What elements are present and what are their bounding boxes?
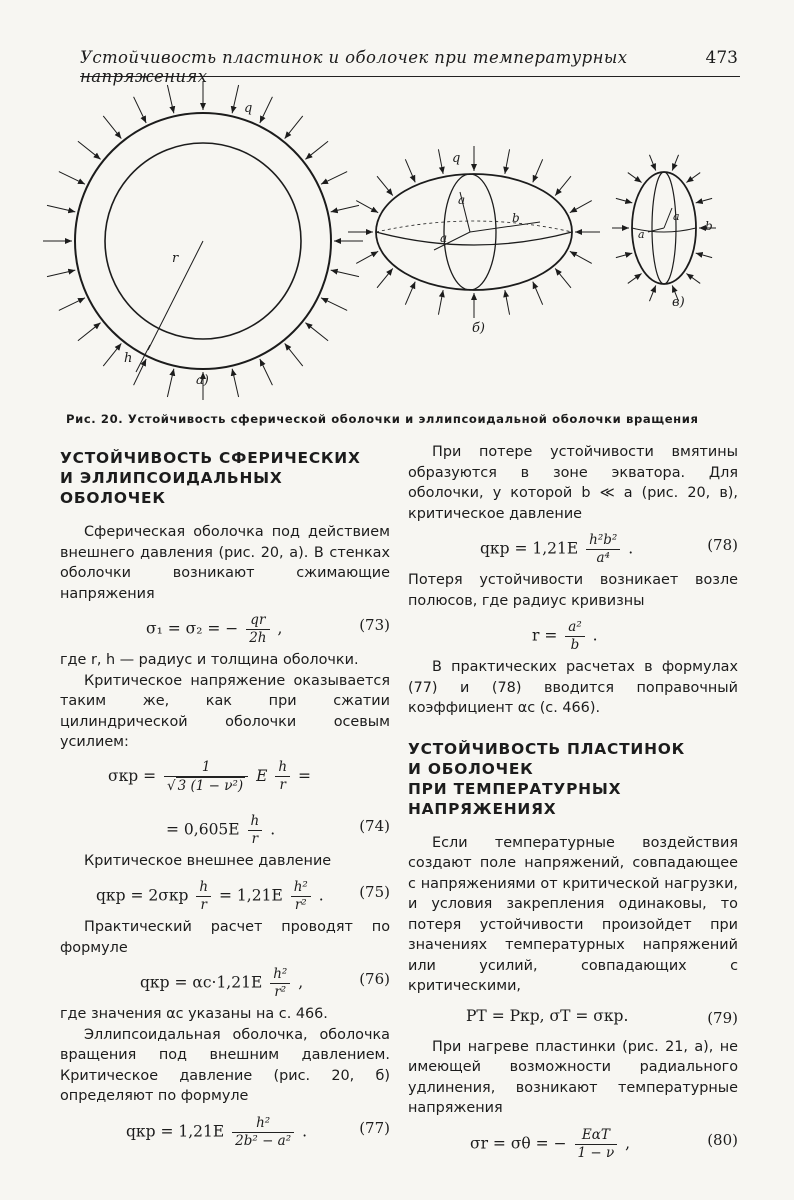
label-q-b: q xyxy=(452,151,461,166)
page-number: 473 xyxy=(705,48,738,68)
paragraph: Если температурные воздействия создают поле напряжений, совпадающее с напряжениями от критической нагрузки, и условия закрепления одинаковы, то потеря устойчивости произойдет при значениях температурных напряжений или усилий, совпадающих с критическими, xyxy=(408,834,738,994)
pressure-arrow xyxy=(47,270,75,276)
formula-74b: = 0,605E $\frac{h}{r}$ . (74) xyxy=(166,812,390,847)
label-h: h xyxy=(124,351,133,366)
paragraph: При нагреве пластинки (рис. 21, а), не имеющей возможности радиального удлинения, возникают температурные напряжения xyxy=(408,1038,738,1116)
pressure-arrow xyxy=(616,253,632,258)
pressure-arrow xyxy=(533,282,543,305)
paragraph: Критическое внешнее давление xyxy=(84,852,332,869)
pressure-arrow xyxy=(438,149,443,174)
ellipsoid-diagram xyxy=(348,146,600,336)
pressure-arrow xyxy=(78,323,101,341)
pressure-arrow xyxy=(356,251,378,263)
paragraph: Потеря устойчивости возникает возле полюсов, где радиус кривизны xyxy=(408,572,738,609)
pressure-arrow xyxy=(260,97,273,123)
formula-73: σ₁ = σ₂ = − $\frac{qr}{2h}$ , (73) xyxy=(146,612,390,646)
pressure-arrow xyxy=(305,323,328,341)
left-column xyxy=(60,442,390,1153)
paragraph: Эллипсоидальная оболочка, оболочка вращения под внешним давлением. Критическое давление (рис. 20, б) определяют по формуле xyxy=(60,1026,390,1104)
pressure-arrow xyxy=(616,198,632,203)
pressure-arrow xyxy=(232,369,238,397)
pressure-arrow xyxy=(377,176,393,195)
pressure-arrow xyxy=(78,141,101,159)
pressure-arrow xyxy=(285,343,303,366)
label-a-c1: a xyxy=(673,210,680,223)
pressure-arrow xyxy=(686,274,700,284)
pressure-arrow xyxy=(505,290,510,315)
pressure-arrow xyxy=(505,149,510,174)
pressure-arrow xyxy=(628,173,642,183)
pressure-arrow xyxy=(331,270,359,276)
pressure-arrow xyxy=(59,172,85,185)
sphere-diagram xyxy=(43,81,363,400)
paragraph: где значения αc указаны на с. 466. xyxy=(60,1006,328,1022)
pressure-arrow xyxy=(232,85,238,113)
pressure-arrow xyxy=(649,285,655,301)
pressure-arrow xyxy=(649,155,655,171)
label-a-b1: a xyxy=(458,193,466,207)
running-title: Устойчивость пластинок и оболочек при температурных напряжениях xyxy=(80,48,628,86)
pressure-arrow xyxy=(356,201,378,213)
paragraph: Практический расчет проводят по формуле xyxy=(60,919,390,956)
pressure-arrow xyxy=(321,298,347,311)
page-header xyxy=(80,46,740,86)
formula-78: qкр = 1,21E $\frac{\text{h²b²}}{\text{a⁴}}$ . (78) xyxy=(480,532,738,566)
pressure-arrow xyxy=(331,205,359,211)
pressure-arrow xyxy=(167,85,173,113)
label-b-b: b xyxy=(512,211,520,225)
label-a-c2: a xyxy=(638,228,645,241)
label-fig-b: б) xyxy=(472,321,486,336)
figure-20 xyxy=(0,80,794,400)
formula-radius: r = $\frac{\text{a²}}{b}$ . xyxy=(532,619,598,653)
formula-75: qкр = 2σкр $\frac{h}{r}$ = 1,21E $\frac{\text{h²}}{\text{r²}}$ . (75) xyxy=(96,879,390,913)
pressure-arrow xyxy=(628,274,642,284)
pressure-arrow xyxy=(672,155,678,171)
pressure-arrow xyxy=(533,159,543,182)
label-fig-c: в) xyxy=(672,295,685,310)
pressure-arrow xyxy=(405,282,415,305)
pressure-arrow xyxy=(696,198,712,203)
paragraph: В практических расчетах в формулах (77) и (78) вводится поправочный коэффициент αc (с. 466). xyxy=(408,659,738,716)
pressure-arrow xyxy=(570,201,592,213)
label-a-b2: a xyxy=(440,231,448,245)
pressure-arrow xyxy=(305,141,328,159)
pressure-arrow xyxy=(405,159,415,182)
formula-74a: σкр = $\frac{1}{\text{√ 3 (1 − ν²)}}$ E $\frac{h}{r}$ = xyxy=(108,758,312,794)
pressure-arrow xyxy=(321,172,347,185)
formula-76: qкр = αc·1,21E $\frac{\text{h²}}{\text{r²}}$ , (76) xyxy=(140,966,390,1000)
pressure-arrow xyxy=(167,369,173,397)
pressure-arrow xyxy=(555,268,571,287)
label-q-a: q xyxy=(244,101,253,116)
paragraph: Сферическая оболочка под действием внешнего давления (рис. 20, а). В стенках оболочки возникают сжимающие напряжения xyxy=(60,524,390,602)
label-fig-a: а) xyxy=(196,373,209,388)
pressure-arrow xyxy=(555,176,571,195)
pressure-arrow xyxy=(134,97,147,123)
pressure-arrow xyxy=(686,173,700,183)
oblate-ellipsoid-diagram xyxy=(612,155,716,310)
section-heading-spherical: УСТОЙЧИВОСТЬ СФЕРИЧЕСКИХ И ЭЛЛИПСОИДАЛЬНЫХ ОБОЛОЧЕК xyxy=(60,449,361,507)
pressure-arrow xyxy=(134,359,147,385)
label-b-c: b xyxy=(705,219,713,233)
label-r: r xyxy=(172,251,179,266)
pressure-arrow xyxy=(103,116,121,139)
pressure-arrow xyxy=(103,343,121,366)
pressure-arrow xyxy=(285,116,303,139)
paragraph: Критическое напряжение оказывается таким же, как при сжатии цилиндрической оболочки осевым усилием: xyxy=(60,672,390,750)
formula-77: qкр = 1,21E $\frac{\text{h²}}{\text{2b² − a²}}$ . (77) xyxy=(126,1114,390,1149)
pressure-arrow xyxy=(438,290,443,315)
pressure-arrow xyxy=(570,251,592,263)
figure-caption: Рис. 20. Устойчивость сферической оболочки и эллипсоидальной оболочки вращения xyxy=(66,412,699,426)
formula-80: σr = σθ = − EαT 1 − ν , (80) xyxy=(470,1126,738,1161)
pressure-arrow xyxy=(377,268,393,287)
pressure-arrow xyxy=(47,205,75,211)
pressure-arrow xyxy=(260,359,273,385)
pressure-arrow xyxy=(59,298,85,311)
paragraph: где r, h — радиус и толщина оболочки. xyxy=(60,652,359,668)
right-column xyxy=(408,442,738,1165)
section-heading-thermal: УСТОЙЧИВОСТЬ ПЛАСТИНОК И ОБОЛОЧЕК ПРИ ТЕМПЕРАТУРНЫХ НАПРЯЖЕНИЯХ xyxy=(408,739,686,818)
paragraph: При потере устойчивости вмятины образуются в зоне экватора. Для оболочки, у которой b ≪ a (рис. 20, в), критическое давление xyxy=(408,444,738,522)
formula-79: PT = Pкр, σT = σкр. (79) xyxy=(466,1006,738,1027)
pressure-arrow xyxy=(696,253,712,258)
